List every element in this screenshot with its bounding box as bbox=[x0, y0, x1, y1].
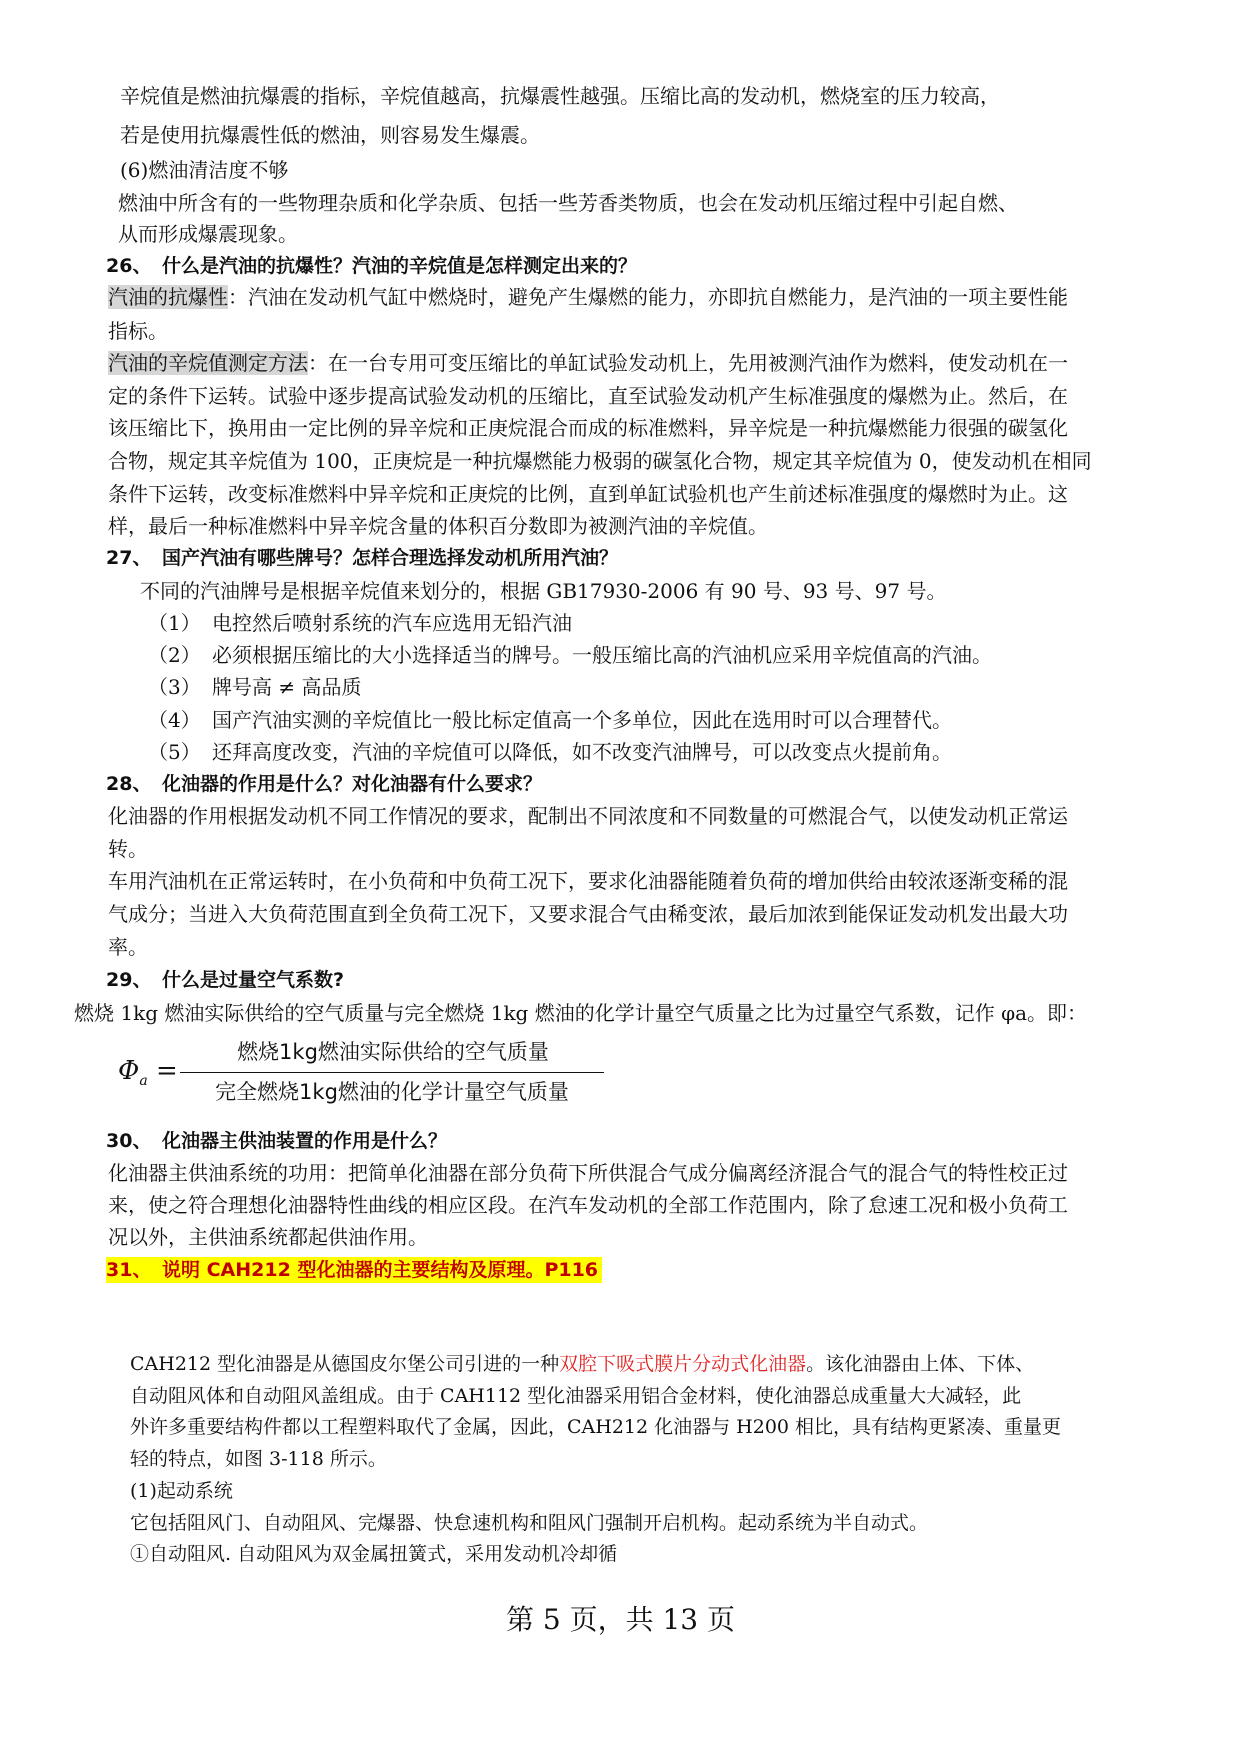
text-line: 转。 bbox=[108, 837, 148, 861]
text-line: 从而形成爆震现象。 bbox=[118, 222, 298, 246]
text-line: 率。 bbox=[108, 935, 148, 959]
question-title: 什么是过量空气系数? bbox=[162, 969, 345, 991]
text-line: 外许多重要结构件都以工程塑料取代了金属，因此，CAH212 化油器与 H200 相比，具有结构更紧凑、重量更 bbox=[130, 1416, 1062, 1438]
subheading: (6)燃油清洁度不够 bbox=[120, 158, 289, 182]
text-line: 定的条件下运转。试验中逐步提高试验发动机的压缩比，直至试验发动机产生标准强度的爆燃为止。然后，在 bbox=[108, 384, 1068, 408]
highlight-term: 汽油的辛烷值测定方法 bbox=[108, 351, 308, 375]
text-line: 它包括阻风门、自动阻风、完爆器、快怠速机构和阻风门强制开启机构。起动系统为半自动式。 bbox=[130, 1512, 929, 1534]
list-item: （5） 还拜高度改变，汽油的辛烷值可以降低，如不改变汽油牌号，可以改变点火提前角。 bbox=[148, 740, 952, 764]
text-line: 样，最后一种标准燃料中异辛烷含量的体积百分数即为被测汽油的辛烷值。 bbox=[108, 514, 768, 538]
page-footer: 第 5 页，共 13 页 bbox=[505, 1603, 736, 1636]
text-line: 条件下运转，改变标准燃料中异辛烷和正庚烷的比例，直到单缸试验机也产生前述标准强度的爆燃时为止。这 bbox=[108, 482, 1068, 506]
question-title: 说明 CAH212 型化油器的主要结构及原理。P116 bbox=[162, 1259, 599, 1281]
question-title: 化油器的作用是什么？对化油器有什么要求？ bbox=[162, 773, 543, 795]
question-number: 28、 bbox=[106, 773, 152, 795]
question-number: 31、 bbox=[106, 1259, 152, 1281]
text-line: 燃烧 1kg 燃油实际供给的空气质量与完全燃烧 1kg 燃油的化学计量空气质量之比为过量空气系数，记作 φa。即： bbox=[74, 1001, 1088, 1025]
text-line: 来，使之符合理想化油器特性曲线的相应区段。在汽车发动机的全部工作范围内，除了怠速工况和极小负荷工 bbox=[108, 1193, 1068, 1217]
text-line: 不同的汽油牌号是根据辛烷值来划分的，根据 GB17930-2006 有 90 号、93 号、97 号。 bbox=[140, 579, 947, 603]
text-line: 化油器的作用根据发动机不同工作情况的要求，配制出不同浓度和不同数量的可燃混合气，以使发动机正常运 bbox=[108, 804, 1068, 828]
question-heading bbox=[106, 253, 637, 279]
list-item: （4） 国产汽油实测的辛烷值比一般比标定值高一个多单位，因此在选用时可以合理替代。 bbox=[148, 708, 952, 732]
question-title: 国产汽油有哪些牌号？怎样合理选择发动机所用汽油？ bbox=[162, 547, 619, 569]
text-line: 指标。 bbox=[108, 319, 168, 343]
question-heading bbox=[106, 967, 344, 993]
text-line: 该压缩比下，换用由一定比例的异辛烷和正庚烷混合而成的标准燃料，异辛烷是一种抗爆燃能力很强的碳氢化 bbox=[108, 416, 1068, 440]
text-line: 汽油的抗爆性：汽油在发动机气缸中燃烧时，避免产生爆燃的能力，亦即抗自燃能力，是汽油的一项主要性能 bbox=[108, 285, 1068, 309]
text-line: 车用汽油机在正常运转时，在小负荷和中负荷工况下，要求化油器能随着负荷的增加供给由较浓逐渐变稀的混 bbox=[108, 869, 1068, 893]
formula-symbol: $\Phi_a$ bbox=[118, 1056, 148, 1090]
question-title: 什么是汽油的抗爆性？汽油的辛烷值是怎样测定出来的？ bbox=[162, 255, 638, 277]
text-line: 轻的特点，如图 3-118 所示。 bbox=[130, 1448, 387, 1470]
question-number: 29、 bbox=[106, 969, 152, 991]
question-heading bbox=[106, 1257, 602, 1283]
text-line: 辛烷值是燃油抗爆震的指标，辛烷值越高，抗爆震性越强。压缩比高的发动机，燃烧室的压力较高， bbox=[120, 84, 1000, 108]
question-title: 化油器主供油装置的作用是什么？ bbox=[162, 1130, 448, 1152]
text-line: 气成分；当进入大负荷范围直到全负荷工况下，又要求混合气由稀变浓，最后加浓到能保证发动机发出最大功 bbox=[108, 902, 1068, 926]
question-number: 30、 bbox=[106, 1130, 152, 1152]
text-line: 若是使用抗爆震性低的燃油，则容易发生爆震。 bbox=[120, 123, 540, 147]
question-heading bbox=[106, 771, 542, 797]
text-line: 况以外，主供油系统都起供油作用。 bbox=[108, 1225, 428, 1249]
question-number: 26、 bbox=[106, 255, 152, 277]
formula bbox=[118, 1036, 598, 1106]
text-line: ①自动阻风. 自动阻风为双金属扭簧式，采用发动机冷却循 bbox=[130, 1543, 618, 1565]
text-line: 化油器主供油系统的功用：把简单化油器在部分负荷下所供混合气成分偏离经济混合气的混合气的特性校正过 bbox=[108, 1161, 1068, 1185]
question-heading bbox=[106, 1128, 447, 1154]
formula-denominator: 完全燃烧1kg燃油的化学计量空气质量 bbox=[215, 1080, 569, 1104]
highlight-term: 汽油的抗爆性 bbox=[108, 285, 228, 309]
formula-equals: = bbox=[156, 1056, 178, 1086]
fraction-bar bbox=[180, 1072, 604, 1073]
question-number: 27、 bbox=[106, 547, 152, 569]
text-line: 燃油中所含有的一些物理杂质和化学杂质、包括一些芳香类物质，也会在发动机压缩过程中引起自燃、 bbox=[118, 191, 1018, 215]
text-line: CAH212 型化油器是从德国皮尔堡公司引进的一种双腔下吸式膜片分动式化油器。该化油器由上体、下体、 bbox=[130, 1353, 1035, 1375]
subheading: (1)起动系统 bbox=[130, 1480, 233, 1502]
formula-numerator: 燃烧1kg燃油实际供给的空气质量 bbox=[237, 1040, 549, 1064]
question-heading bbox=[106, 545, 618, 571]
highlight-term: 双腔下吸式膜片分动式化油器 bbox=[559, 1353, 807, 1375]
text-line: 汽油的辛烷值测定方法：在一台专用可变压缩比的单缸试验发动机上，先用被测汽油作为燃料，使发动机在一 bbox=[108, 351, 1068, 375]
text-line: 合物，规定其辛烷值为 100，正庚烷是一种抗爆燃能力极弱的碳氢化合物，规定其辛烷值为 0，使发动机在相同 bbox=[108, 449, 1092, 473]
list-item: （3） 牌号高 ≠ 高品质 bbox=[148, 675, 362, 699]
list-item: （2） 必须根据压缩比的大小选择适当的牌号。一般压缩比高的汽油机应采用辛烷值高的汽油。 bbox=[148, 643, 992, 667]
list-item: （1） 电控然后喷射系统的汽车应选用无铅汽油 bbox=[148, 611, 572, 635]
text-line: 自动阻风体和自动阻风盖组成。由于 CAH112 型化油器采用铝合金材料，使化油器总成重量大大减轻，此 bbox=[130, 1385, 1022, 1407]
